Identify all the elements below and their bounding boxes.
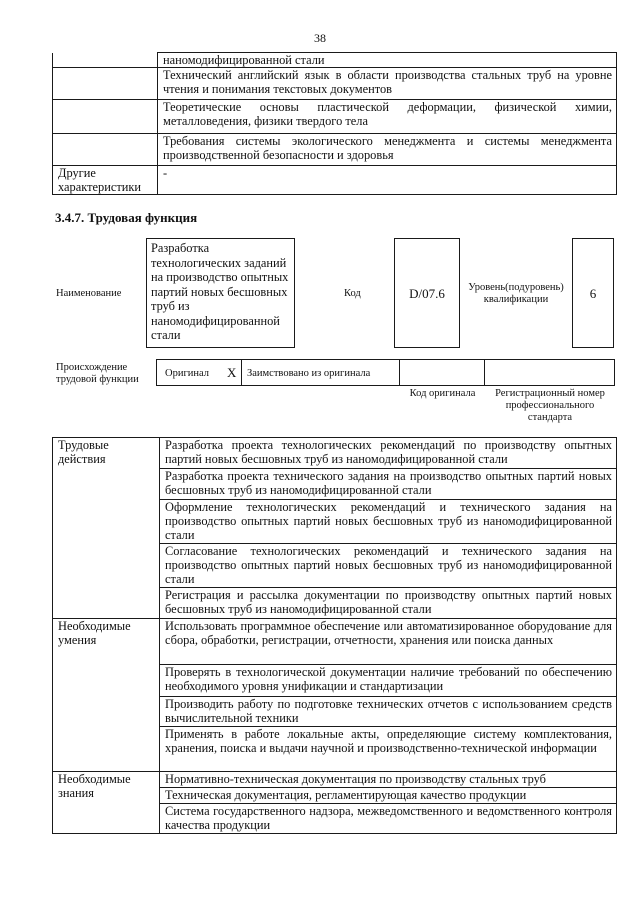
- knowledge-item: Техническая документация, регламентирующая качество продукции: [160, 788, 617, 804]
- origin-cell-original: [157, 360, 242, 385]
- row-text: Технический английский язык в области производства стальных труб на уровне чтения и понимания текстовых документов: [158, 68, 617, 100]
- top-table: [52, 52, 617, 195]
- original-text: Оригинал: [165, 368, 209, 379]
- action-item: Разработка проекта технического задания на производство опытных партий новых бесшовных труб из наномодифицированной стали: [160, 469, 617, 500]
- skill-item: Применять в работе локальные акты, определяющие систему комплектования, хранения, поиска и выдачи научной и производственно-технической информации: [160, 727, 617, 772]
- original-mark: X: [227, 365, 237, 380]
- row-label: [53, 134, 158, 166]
- level-label: Уровень(подуровень) квалификации: [468, 282, 564, 305]
- action-item: Регистрация и рассылка документации по производству опытных партий новых бесшовных труб из наномодифицированной стали: [160, 588, 617, 619]
- table-row: [53, 134, 617, 166]
- row-label: [53, 53, 158, 68]
- code-label: Код: [344, 288, 361, 299]
- table-row: [53, 100, 617, 134]
- group-label-knowledge: Необходимые знания: [53, 772, 160, 834]
- page-number: 38: [314, 31, 326, 45]
- origin-reg-caption: Регистрационный номер профессионального стандарта: [495, 388, 605, 423]
- code-value: D/07.6: [409, 286, 445, 301]
- skill-item: Производить работу по подготовке технических отчетов с использованием средств вычислительной техники: [160, 697, 617, 727]
- row-text: наномодифицированной стали: [158, 53, 617, 68]
- name-value: Разработка технологических заданий на производство опытных партий новых бесшовных труб из наномодифицированной стали: [146, 238, 295, 348]
- knowledge-item: Нормативно-техническая документация по производству стальных труб: [160, 772, 617, 788]
- table-row: [53, 772, 617, 788]
- origin-code-cell: [399, 360, 485, 385]
- table-row: [53, 68, 617, 100]
- level-value: 6: [589, 286, 597, 301]
- group-label-actions: Трудовые действия: [53, 438, 160, 619]
- action-item: Оформление технологических рекомендаций и технического задания на производство опытных партий новых бесшовных труб из наномодифицированной стали: [160, 500, 617, 544]
- origin-cell-borrowed: [241, 360, 400, 385]
- action-item: Разработка проекта технологических рекомендаций по производству опытных партий новых бесшовных труб из наномодифицированной стали: [160, 438, 617, 469]
- origin-code-caption: Код оригинала: [409, 388, 476, 399]
- section-title: 3.4.7. Трудовая функция: [55, 210, 198, 225]
- table-row: [53, 53, 617, 68]
- origin-label: Происхождение трудовой функции: [56, 362, 139, 385]
- knowledge-item: Система государственного надзора, межведомственного и ведомственного контроля качества продукции: [160, 804, 617, 834]
- table-row: [53, 619, 617, 665]
- row-text: -: [158, 166, 617, 195]
- row-label: Другие характеристики: [53, 166, 158, 195]
- table-row: [53, 166, 617, 195]
- main-table: [52, 437, 617, 834]
- origin-row: [156, 359, 615, 386]
- name-label: Наименование: [56, 288, 122, 299]
- skill-item: Использовать программное обеспечение или автоматизированное оборудование для сбора, обработки, регистрации, отчетности, хранения или поиска данных: [160, 619, 617, 665]
- row-text: Требования системы экологического менеджмента и системы менеджмента производственной безопасности и здоровья: [158, 134, 617, 166]
- table-row: [53, 438, 617, 469]
- action-item: Согласование технологических рекомендаций и технического задания на производство опытных партий новых бесшовных труб из наномодифицированной стали: [160, 544, 617, 588]
- row-text: Теоретические основы пластической деформации, физической химии, металловедения, физики твердого тела: [158, 100, 617, 134]
- skill-item: Проверять в технологической документации наличие требований по обеспечению необходимого уровня унификации и стандартизации: [160, 665, 617, 697]
- row-label: [53, 68, 158, 100]
- row-label: [53, 100, 158, 134]
- borrowed-text: Заимствовано из оригинала: [247, 368, 371, 379]
- group-label-skills: Необходимые умения: [53, 619, 160, 772]
